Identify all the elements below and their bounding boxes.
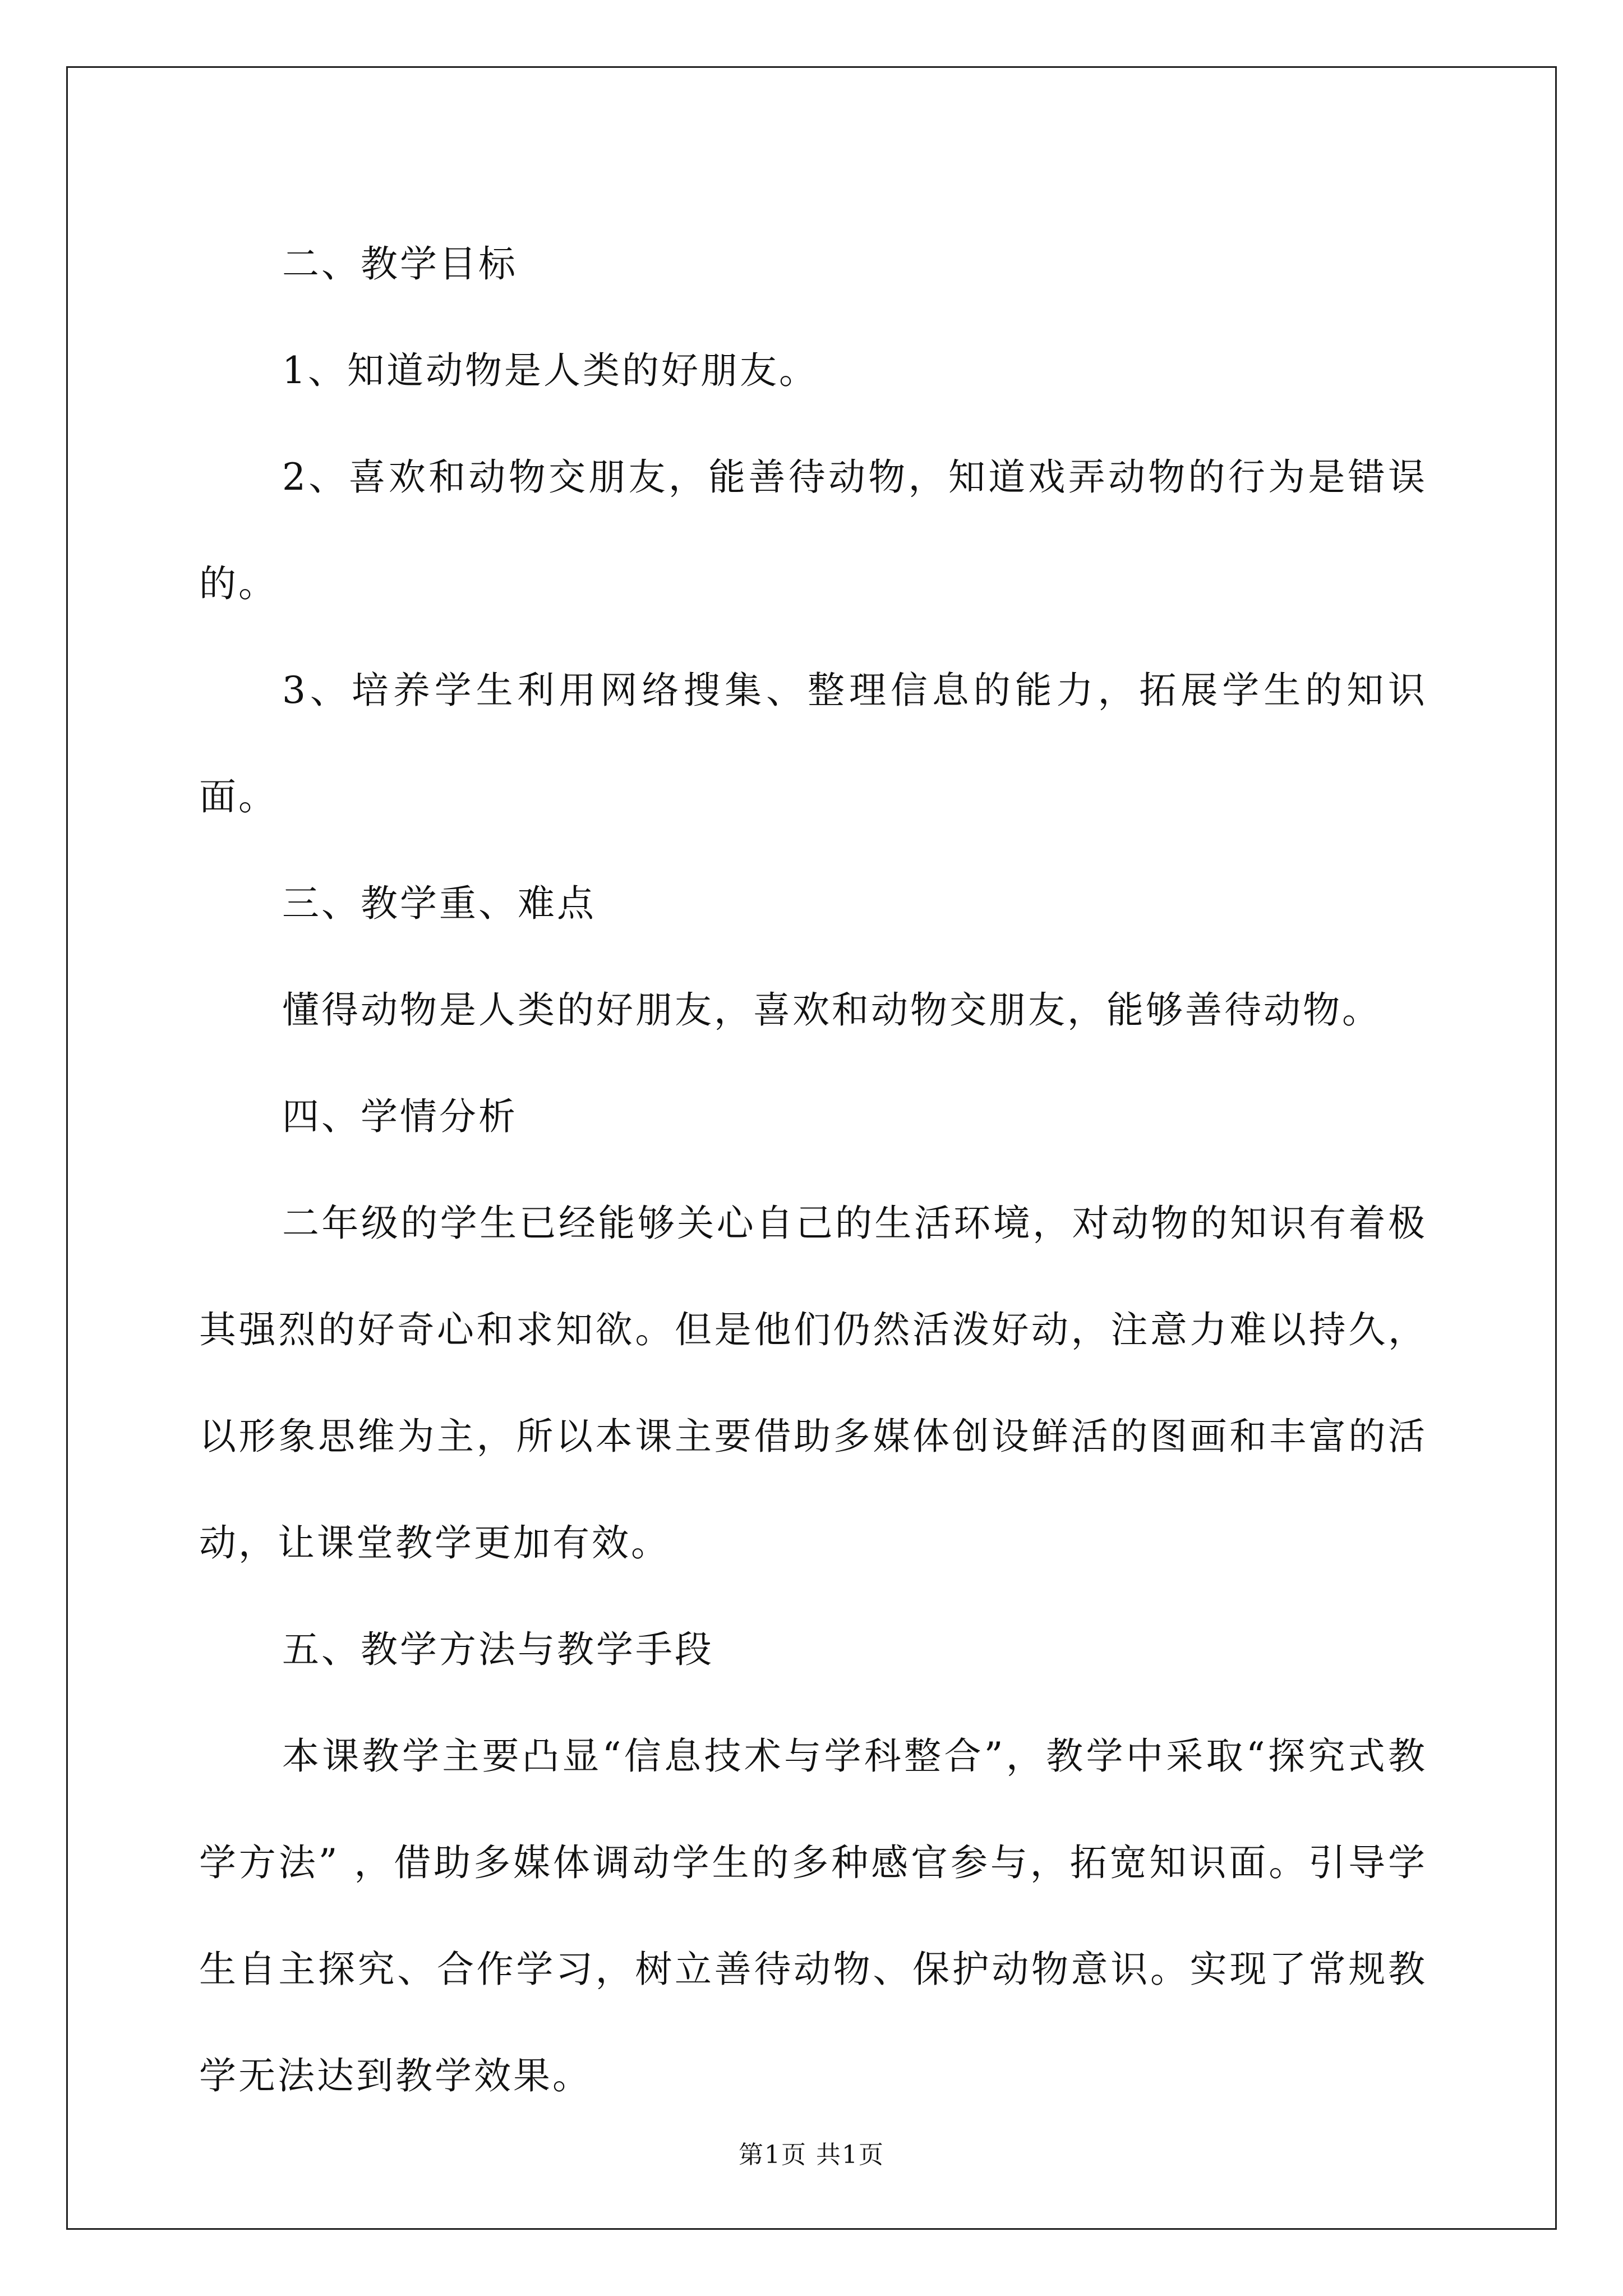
heading-key-difficulties: 三、教学重、难点 <box>282 882 596 925</box>
page-number-footer: 第1页 共1页 <box>739 2141 884 2169</box>
heading-teaching-goals: 二、教学目标 <box>282 242 518 286</box>
goal-item-3: 3、培养学生利用网络搜集、整理信息的能力，拓展学生的知识面。 <box>199 669 1427 818</box>
student-analysis-text: 二年级的学生已经能够关心自己的生活环境，对动物的知识有着极其强烈的好奇心和求知欲。但是他们仍然活泼好动，注意力难以持久，以形象思维为主，所以本课主要借助多媒体创设鲜活的图画和丰富的活动，让课堂教学更加有效。 <box>199 1202 1427 1565</box>
heading-student-analysis: 四、学情分析 <box>282 1095 518 1138</box>
methods-text: 本课教学主要凸显“信息技术与学科整合”，教学中采取“探究式教学方法” ，借助多媒体调动学生的多种感官参与，拓宽知识面。引导学生自主探究、合作学习，树立善待动物、保护动物意识。实现了常规教学无法达到教学效果。 <box>199 1734 1427 2097</box>
key-difficulties-text: 懂得动物是人类的好朋友，喜欢和动物交朋友，能够善待动物。 <box>282 988 1381 1032</box>
heading-methods: 五、教学方法与教学手段 <box>282 1628 714 1671</box>
document-body <box>199 211 1427 2129</box>
goal-item-2: 2、喜欢和动物交朋友，能善待动物，知道戏弄动物的行为是错误的。 <box>199 455 1427 605</box>
goal-item-1: 1、知道动物是人类的好朋友。 <box>282 349 818 392</box>
